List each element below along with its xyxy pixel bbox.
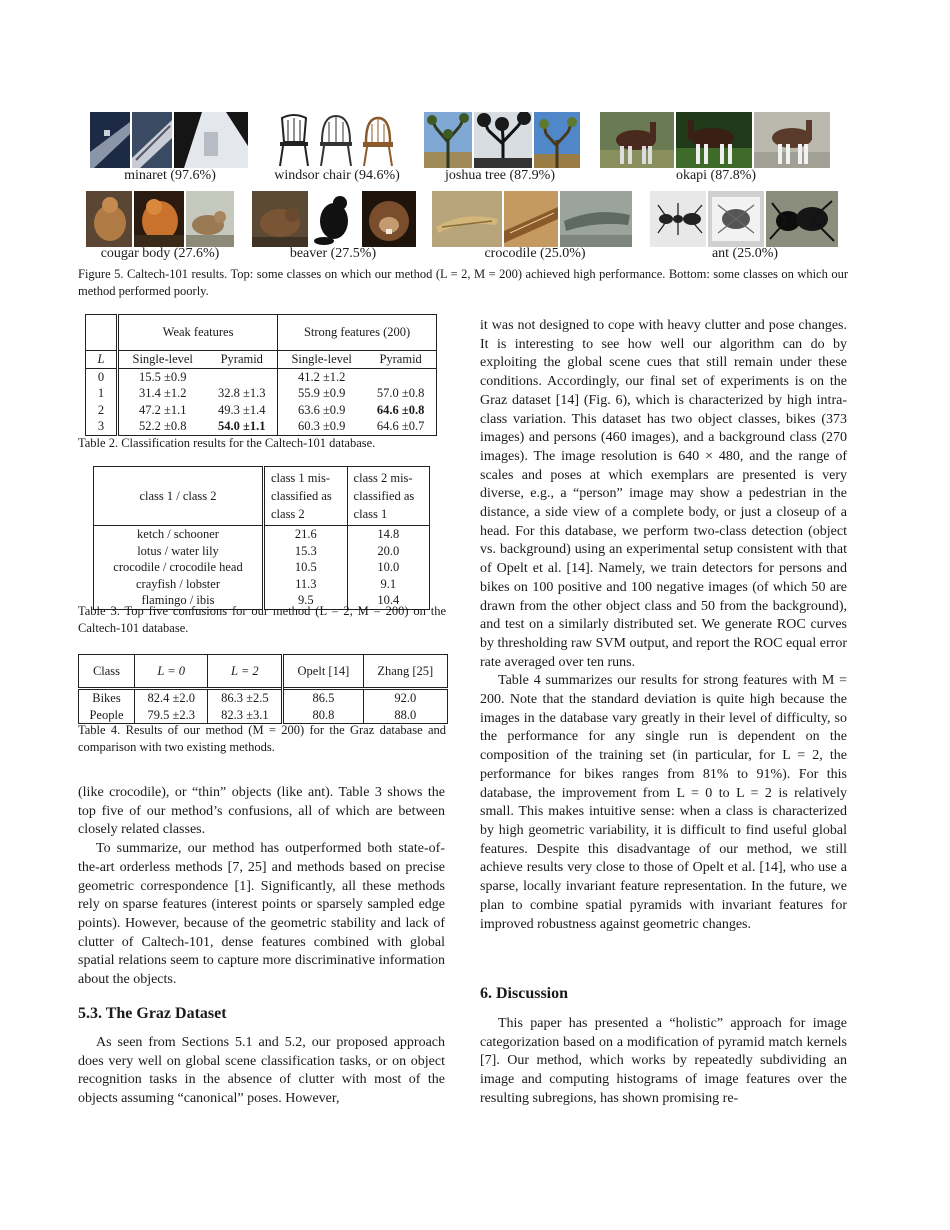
table-cell: People bbox=[79, 707, 135, 724]
table-cell: 54.0 ±1.1 bbox=[206, 418, 277, 435]
column-header: class 2 bbox=[271, 507, 305, 521]
crocodile-image-3 bbox=[560, 191, 632, 247]
table-cell: 92.0 bbox=[394, 691, 417, 705]
left-column-continued bbox=[78, 1034, 445, 1109]
table-cell: 80.8 bbox=[283, 707, 363, 724]
table-row bbox=[79, 707, 448, 724]
table-3 bbox=[93, 466, 430, 610]
table-row bbox=[86, 418, 437, 435]
cougar-body-label: cougar body (27.6%) bbox=[100, 246, 220, 261]
table-cell: crocodile / crocodile head bbox=[94, 559, 264, 576]
crocodile-image-1 bbox=[432, 191, 502, 247]
paragraph: Table 4 summarizes our results for strong features with M = 200. Note that the standard deviation is quite high because the images in the database vary greatly in their level of difficulty, so the performance for any single run is dependent on the composition of the training set (in particular, for L = 2, the performance for bikes ranges from 81% to 91%). For this database, the improvement from L = 0 to L = 2 is relatively small. This makes intuitive sense: when a class is characterized by high geometric variability, it is difficult to find useful global features. Despite this disadvantage of our method, we still achieve results very close to those of Opelt et al. [14], who use a sparse, locally invariant feature representation. In the future, we plan to combine spatial pyramids with invariant features for improved robustness against geometric changes. bbox=[480, 673, 847, 932]
ant-image-3 bbox=[766, 191, 838, 247]
paragraph: This paper has presented a “holistic” approach for image categorization based on a modification of pyramid match kernels [7]. Our method, which works by repeatedly subdividing an image and computing histograms of image features over the resulting subregions, has shown promising re- bbox=[480, 1016, 847, 1106]
crocodile-image-2 bbox=[504, 191, 558, 247]
beaver-image-3 bbox=[362, 191, 416, 247]
table-3-caption: Table 3. Top five confusions for our method (L = 2, M = 200) on the Caltech-101 database. bbox=[78, 604, 446, 635]
figure-5-caption: Figure 5. Caltech-101 results. Top: some classes on which our method (L = 2, M = 200) achieved high performance. Bottom: some classes on which our method performed poorly. bbox=[78, 267, 848, 298]
table-cell: 14.8 bbox=[377, 527, 400, 541]
weak-features-header: Weak features bbox=[118, 315, 278, 351]
table-cell: 15.5 ±0.9 bbox=[138, 369, 187, 384]
table-cell: Bikes bbox=[79, 689, 135, 707]
column-header: Pyramid bbox=[379, 352, 422, 366]
table-cell: 10.0 bbox=[377, 560, 400, 574]
table-cell: 86.5 bbox=[283, 689, 363, 707]
joshua-tree-image-1 bbox=[424, 112, 472, 168]
table-cell: 64.6 ±0.7 bbox=[376, 419, 425, 433]
windsor-chair-image-1 bbox=[274, 112, 314, 168]
paragraph: it was not designed to cope with heavy clutter and pose changes. It is interesting to see how well our algorithm can do by exploiting the global scene cues that still remain under these conditions. Accordingly, our final set of experiments is on the Graz dataset [14] (Fig. 6), which is characterized by high intra-class variation. This dataset has two object classes, bikes (373 images) and persons (460 images), and a background class (270 images). The image resolution is 640 × 480, and the range of scales and poses at which exemplars are presented is very diverse, e.g., a “person” image may show a pedestrian in the distance, a side view of a complete body, or just a closeup of a head. For this database, we perform two-class detection (object vs. background) using an experimental setup consistent with that of Opelt et al. [14]. Namely, we train detectors for persons and bikes on 100 positive and 100 negative images (of which 50 are drawn from the other object class and 50 from the background), and test on a similarly distributed set. We generate ROC curves by thresholding raw SVM output, and report the ROC equal error rate averaged over ten runs. bbox=[480, 318, 847, 670]
column-header: Opelt [14] bbox=[283, 655, 363, 689]
column-header: L = 2 bbox=[208, 655, 283, 689]
section-heading-discussion: 6. Discussion bbox=[480, 985, 569, 1002]
okapi-image-2 bbox=[676, 112, 752, 168]
ant-image-1 bbox=[650, 191, 706, 247]
column-header: L bbox=[86, 351, 118, 369]
table-row bbox=[86, 368, 437, 385]
right-column bbox=[480, 317, 847, 934]
table-cell: 31.4 ±1.2 bbox=[138, 386, 187, 400]
column-header: Zhang [25] bbox=[377, 663, 434, 678]
windsor-chair-label: windsor chair (94.6%) bbox=[274, 168, 400, 183]
column-header: class 1 / class 2 bbox=[94, 467, 264, 526]
table-cell: 3 bbox=[86, 418, 118, 435]
table-cell bbox=[365, 368, 436, 385]
table-cell: 86.3 ±2.5 bbox=[208, 689, 283, 707]
table-cell: 10.4 bbox=[377, 593, 400, 607]
table-cell: 88.0 bbox=[394, 707, 417, 722]
table-cell: 63.6 ±0.9 bbox=[297, 402, 346, 417]
beaver-label: beaver (27.5%) bbox=[289, 246, 377, 261]
column-header: L = 0 bbox=[134, 655, 207, 689]
table-cell: 2 bbox=[86, 402, 118, 419]
beaver-image-2 bbox=[310, 191, 360, 247]
table-cell: 32.8 ±1.3 bbox=[206, 385, 277, 402]
column-header: class 1 bbox=[353, 507, 388, 521]
joshua-tree-image-2 bbox=[474, 112, 532, 168]
column-header: Single-level bbox=[291, 352, 352, 366]
table-row bbox=[86, 385, 437, 402]
left-column bbox=[78, 784, 445, 990]
strong-features-header: Strong features (200) bbox=[303, 325, 411, 340]
cougar-body-image-2 bbox=[134, 191, 184, 247]
paragraph: To summarize, our method has outperformed both state-of-the-art orderless methods [7, 25] and methods based on precise geometric correspondence [1]. Significantly, all these methods rely on sparse features (interest points or sparsely sampled edge points). However, because of the geometric stability and lack of clutter of Caltech-101, dense features combined with global spatial relations seem to capture more discriminative information about the objects. bbox=[78, 841, 445, 988]
table-cell: lotus / water lily bbox=[94, 543, 264, 560]
joshua-tree-label: joshua tree (87.9%) bbox=[444, 168, 556, 183]
minaret-image-1 bbox=[90, 112, 130, 168]
ant-image-2 bbox=[708, 191, 764, 247]
table-cell: 20.0 bbox=[377, 543, 400, 558]
table-cell: 82.4 ±2.0 bbox=[134, 689, 207, 707]
table-row bbox=[94, 559, 430, 576]
beaver-image-1 bbox=[252, 191, 308, 247]
table-cell bbox=[206, 368, 277, 385]
table-cell: 1 bbox=[86, 385, 118, 402]
table-cell: 11.3 bbox=[264, 576, 348, 593]
table-cell: 47.2 ±1.1 bbox=[138, 402, 187, 417]
table-cell: 21.6 bbox=[264, 526, 348, 543]
table-cell: 41.2 ±1.2 bbox=[297, 369, 346, 384]
section-heading-graz: 5.3. The Graz Dataset bbox=[78, 1005, 227, 1022]
paragraph: (like crocodile), or “thin” objects (like ant). Table 3 shows the top five of our method’s confusions, all of which are between closely related classes. bbox=[78, 785, 445, 838]
windsor-chair-image-2 bbox=[316, 112, 356, 168]
table-cell: 9.1 bbox=[380, 576, 397, 591]
cougar-body-image-1 bbox=[86, 191, 132, 247]
column-header: class 1 mis- bbox=[271, 471, 331, 485]
okapi-image-1 bbox=[600, 112, 674, 168]
table-cell: 64.6 ±0.8 bbox=[376, 402, 425, 417]
column-header: classified as bbox=[353, 489, 415, 503]
minaret-image-2 bbox=[132, 112, 172, 168]
right-column-continued bbox=[480, 1015, 847, 1109]
table-2 bbox=[85, 314, 437, 436]
table-cell: 82.3 ±3.1 bbox=[208, 707, 283, 724]
crocodile-label: crocodile (25.0%) bbox=[484, 246, 586, 261]
cougar-body-image-3 bbox=[186, 191, 234, 247]
column-header: class 2 mis- bbox=[353, 471, 413, 485]
joshua-tree-image-3 bbox=[534, 112, 580, 168]
column-header: Class bbox=[79, 655, 135, 689]
table-cell: 55.9 ±0.9 bbox=[297, 386, 346, 400]
paragraph: As seen from Sections 5.1 and 5.2, our proposed approach does very well on global scene classification tasks, or on object recognition tasks in the absence of clutter with most of the objects assuming “canonical” poses. However, bbox=[78, 1035, 445, 1107]
column-header: Pyramid bbox=[206, 351, 277, 369]
table-row bbox=[94, 526, 430, 543]
table-cell: 15.3 bbox=[264, 543, 348, 560]
table-row bbox=[94, 543, 430, 560]
table-row bbox=[79, 689, 448, 707]
table-cell: 60.3 ±0.9 bbox=[297, 419, 346, 433]
table-cell: 10.5 bbox=[264, 559, 348, 576]
column-header: Single-level bbox=[132, 352, 193, 366]
table-4-caption: Table 4. Results of our method (M = 200) for the Graz database and comparison with two existing methods. bbox=[78, 723, 446, 754]
table-cell: crayfish / lobster bbox=[94, 576, 264, 593]
column-header: classified as bbox=[271, 489, 332, 503]
table-cell: 79.5 ±2.3 bbox=[134, 707, 207, 724]
minaret-label: minaret (97.6%) bbox=[124, 168, 216, 183]
minaret-image-3 bbox=[174, 112, 248, 168]
ant-label: ant (25.0%) bbox=[711, 246, 779, 261]
table-cell: 0 bbox=[86, 368, 118, 385]
table-cell: flamingo / ibis bbox=[94, 592, 264, 609]
okapi-image-3 bbox=[754, 112, 830, 168]
windsor-chair-image-3 bbox=[358, 112, 398, 168]
table-cell: 52.2 ±0.8 bbox=[138, 419, 187, 433]
table-cell: 9.5 bbox=[264, 592, 348, 609]
table-cell: ketch / schooner bbox=[94, 526, 264, 543]
table-cell: 49.3 ±1.4 bbox=[206, 402, 277, 419]
table-row bbox=[94, 576, 430, 593]
table-cell: 57.0 ±0.8 bbox=[376, 386, 425, 400]
okapi-label: okapi (87.8%) bbox=[675, 168, 757, 183]
table-2-caption: Table 2. Classification results for the Caltech-101 database. bbox=[78, 436, 376, 450]
table-4 bbox=[78, 654, 448, 724]
table-row bbox=[86, 402, 437, 419]
